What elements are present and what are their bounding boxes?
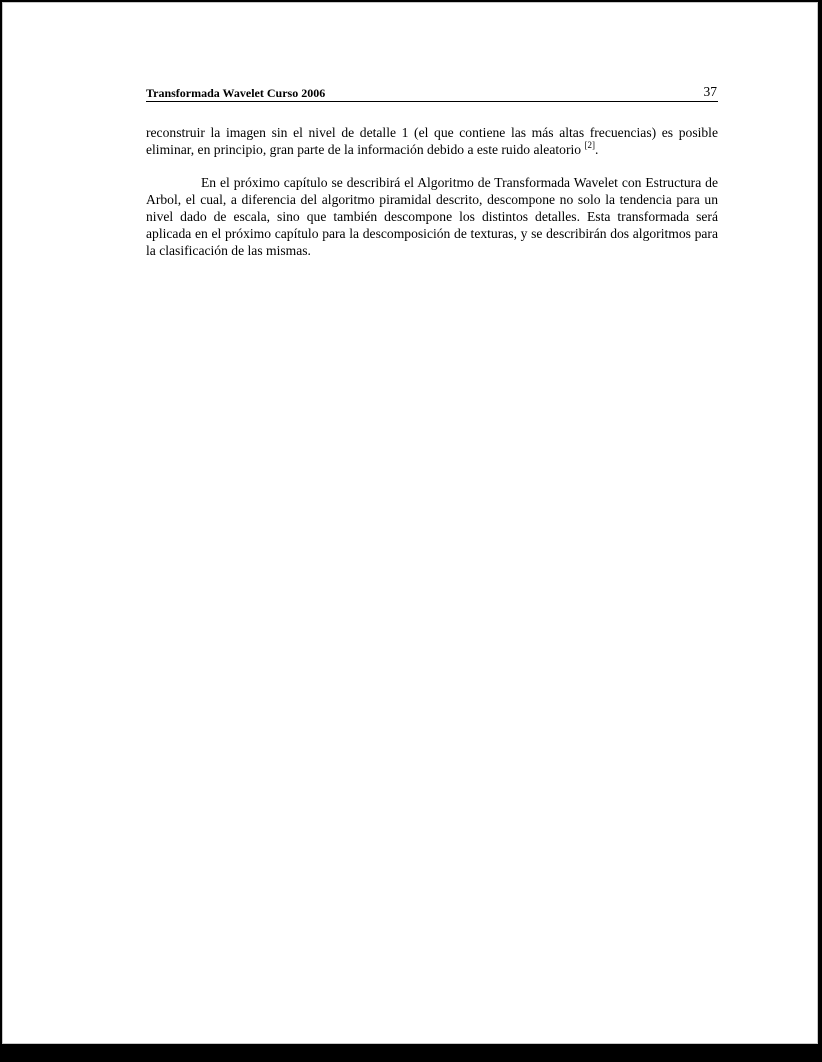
page-number: 37 [703, 84, 717, 99]
paragraph-text: reconstruir la imagen sin el nivel de detalle 1 (el que contiene las más altas frecuencias) es posible eliminar, en principio, gran parte de la información debido a este ruido aleatorio [146, 125, 718, 157]
citation-reference: [2] [584, 140, 595, 150]
header-title: Transformada Wavelet Curso 2006 [146, 86, 326, 100]
paragraph-end: . [594, 142, 599, 157]
body-paragraph [146, 124, 718, 158]
page-header [146, 85, 718, 102]
page-body [146, 124, 718, 259]
body-paragraph: En el próximo capítulo se describirá el Algoritmo de Transformada Wavelet con Estructura de Arbol, el cual, a diferencia del algoritmo piramidal descrito, descompone no solo la tendencia para un nivel dado de escala, sino que también descompone los distintos detalles. Esta transformada será aplicada en el próximo capítulo para la descomposición de texturas, y se describirán dos algoritmos para la clasificación de las mismas. [146, 175, 718, 258]
document-page [2, 2, 818, 1044]
